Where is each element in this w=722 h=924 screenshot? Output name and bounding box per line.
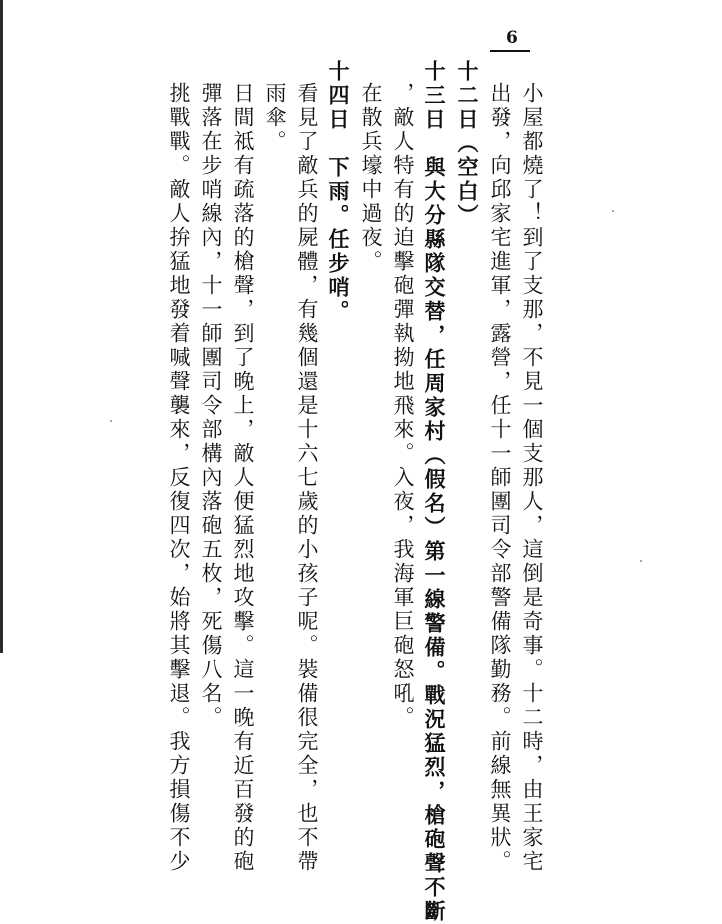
- text-column-9: 雨傘。: [263, 82, 287, 154]
- scan-speck: [110, 420, 112, 422]
- text-column-8: 看見了敵兵的屍體，有幾個還是十六七歲的小孩子呢。裝備很完全，也不帶: [295, 82, 319, 874]
- page-number: 6: [506, 28, 518, 48]
- text-column-1: 小屋都燒了！到了支那，不見一個支那人，這倒是奇事。十二時，由王家宅: [520, 82, 544, 874]
- date-entry-12: 十二日（空白）: [455, 60, 480, 228]
- text-column-2: 出發，向邱家宅進軍，露營，任十一師團司令部警備隊勤務。前線無異狀。: [488, 82, 512, 874]
- text-column-11: 彈落在步哨線內，十一師團司令部構內落砲五枚，死傷八名。: [199, 82, 223, 730]
- date-entry-13: 十三日 與大分縣隊交替，任周家村（假名）第一線警備。戰況猛烈，槍砲聲不斷: [422, 60, 447, 924]
- text-column-12: 挑戰戰。敵人拚猛地發着喊聲襲來，反復四次，始將其擊退。我方損傷不少: [167, 82, 191, 874]
- page-number-rule: [490, 50, 530, 52]
- date-entry-14: 十四日 下雨。任步哨。: [326, 60, 351, 324]
- text-column-6: 在散兵壕中過夜。: [359, 82, 383, 274]
- scan-speck: [640, 560, 642, 562]
- text-column-10: 日間祗有疏落的槍聲，到了晚上，敵人便猛烈地攻擊。這一晚有近百發的砲: [231, 82, 255, 874]
- scan-edge: [0, 0, 3, 653]
- text-column-5: ，敵人特有的迫擊砲彈執拗地飛來。入夜，我海軍巨砲怒吼。: [391, 82, 415, 730]
- scan-speck: [612, 210, 614, 212]
